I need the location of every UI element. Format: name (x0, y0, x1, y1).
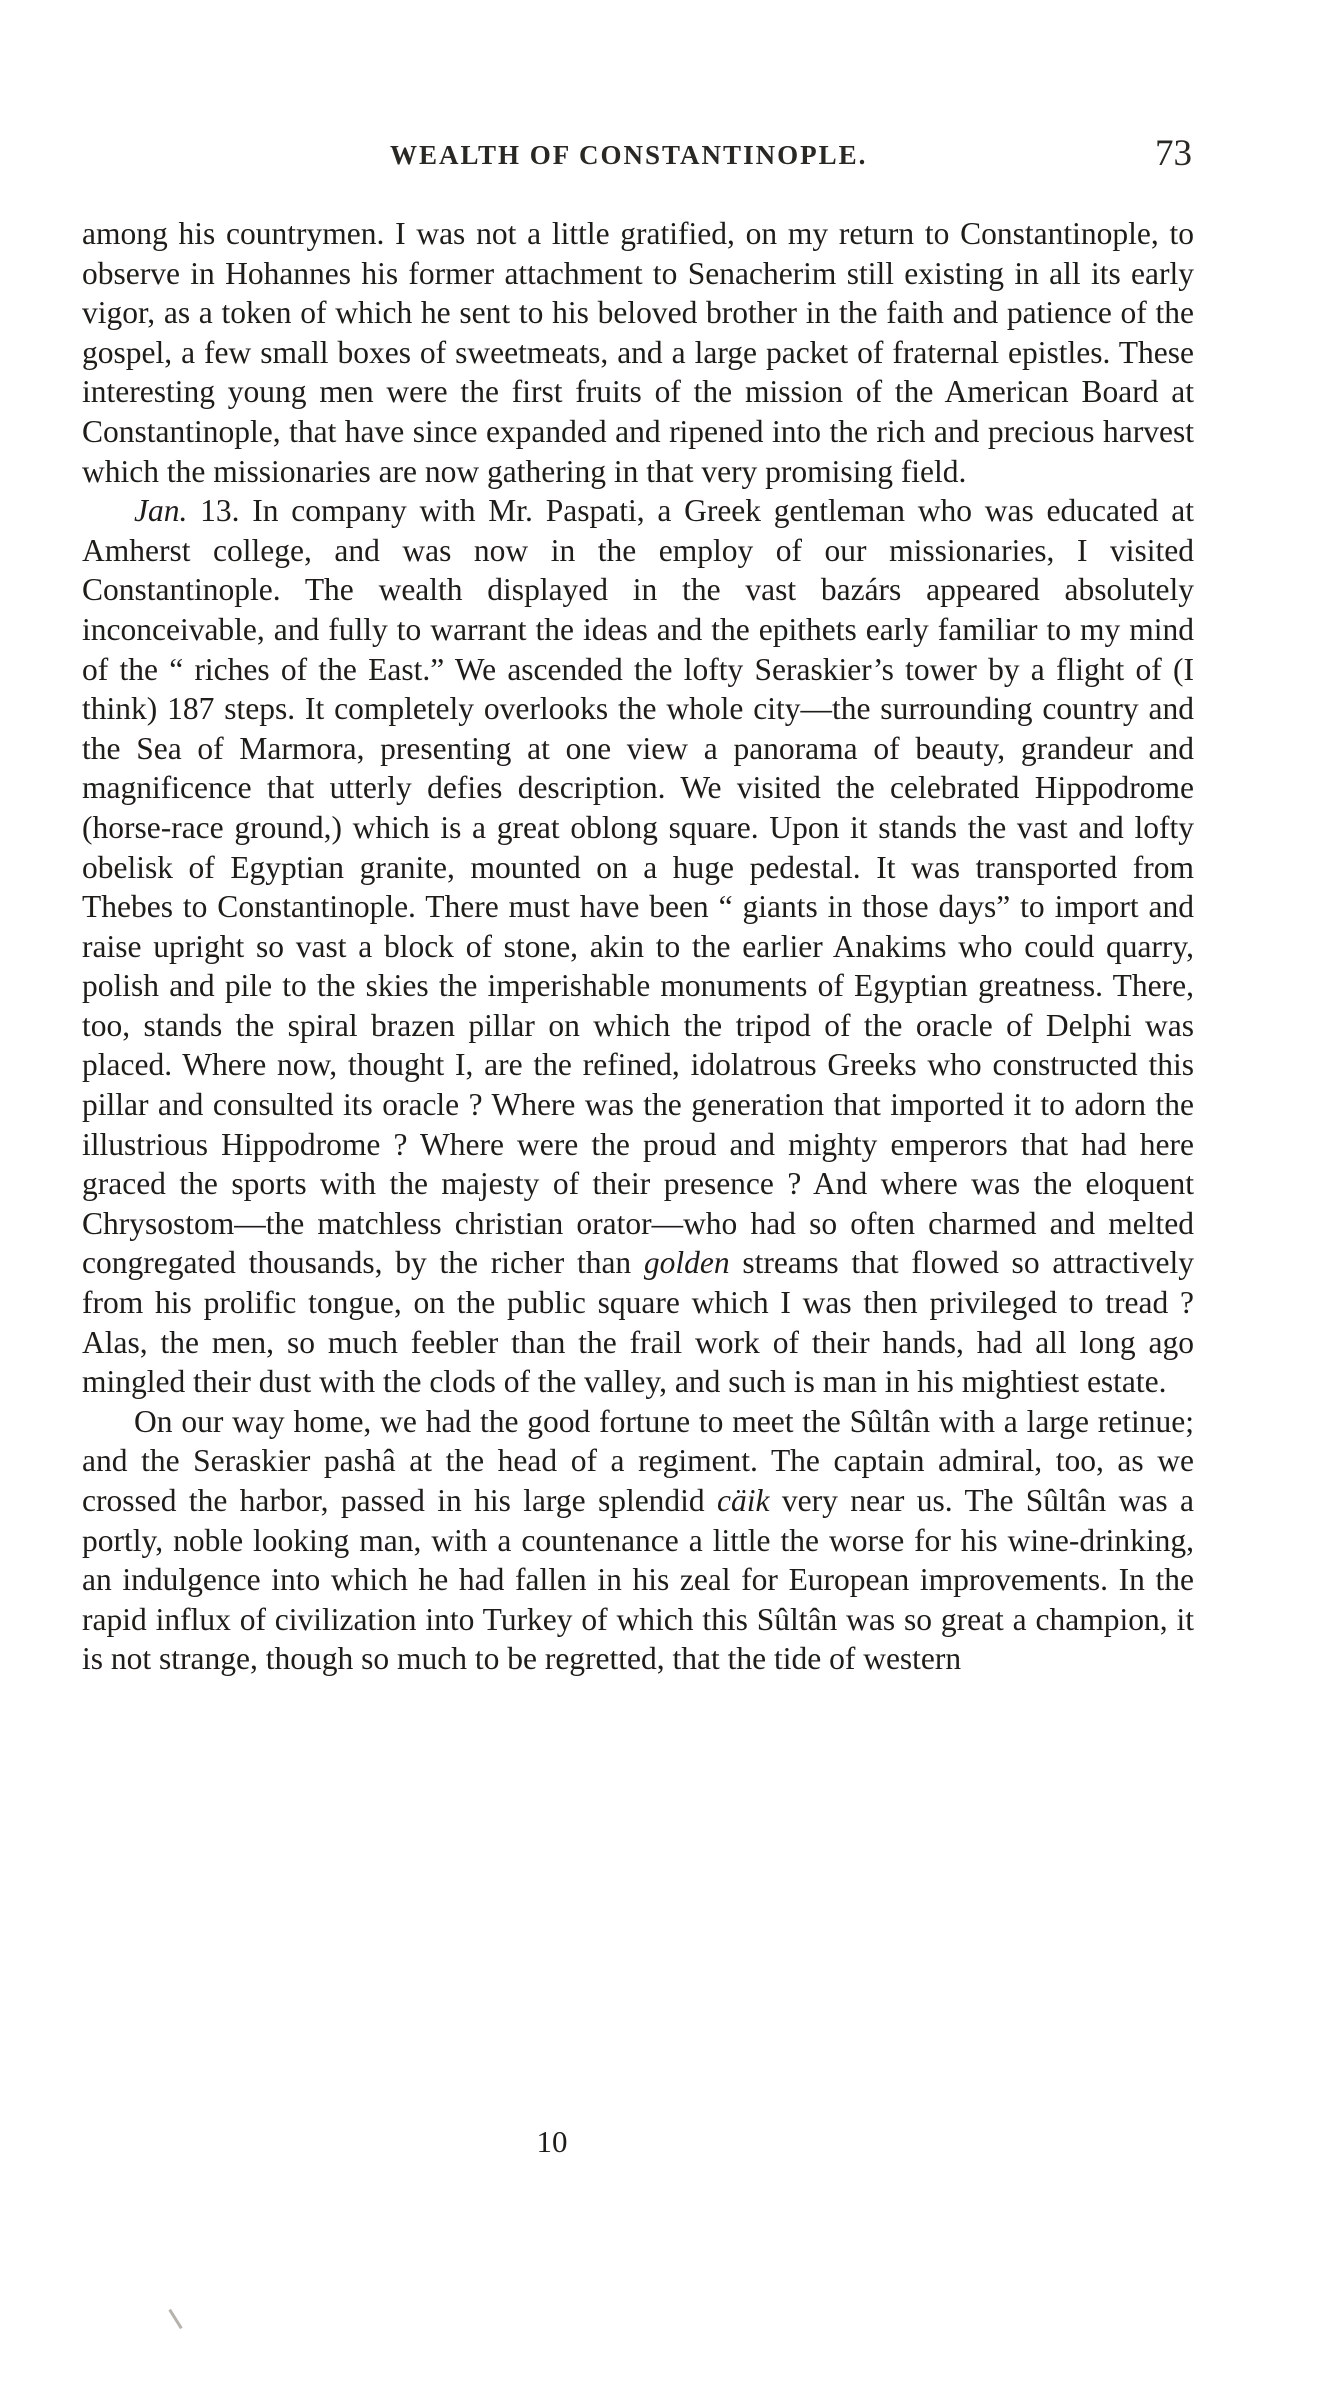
paragraph-3-text: On our way home, we had the good fortune to meet the Sûltân with a large retinue; and the Seraskier pashâ at the head of a regiment. The captain admiral, too, as we crossed the harbor, passed in his large splendid (82, 1403, 1194, 1518)
paragraph-1-text: among his countrymen. I was not a little gratified, on my return to Constantinople, to observe in Hohannes his former attachment to Senacherim still existing in all its early vigor, as a token of which he sent to his beloved brother in the faith and patience of the gospel, a few small boxes of sweetmeats, and a large packet of fraternal epistles. These interesting young men were the first fruits of the mission of the American Board at Constantinople, that have since expanded and ripened into the rich and precious harvest which the missionaries are now gathering in that very promising field. (82, 216, 1194, 489)
paper-mark (168, 2309, 182, 2329)
body-text (82, 214, 1194, 1679)
caik-word: cäik (717, 1483, 770, 1518)
paragraph-2-text: 13. In company with Mr. Paspati, a Greek gentleman who was educated at Amherst college, and was now in the employ of our missionaries, I visited Constantinople. The wealth displayed in the vast bazárs appeared absolutely inconceivable, and fully to warrant the ideas and the epithets early familiar to my mind of the “ riches of the East.” We ascended the lofty Seraskier’s tower by a flight of (I think) 187 steps. It completely overlooks the whole city—the surrounding country and the Sea of Marmora, presenting at one view a panorama of beauty, grandeur and magnificence that utterly defies description. We visited the celebrated Hippodrome (horse-race ground,) which is a great oblong square. Upon it stands the vast and lofty obelisk of Egyptian granite, mounted on a huge pedestal. It was transported from Thebes to Constantinople. There must have been “ giants in those days” to import and raise upright so vast a block of stone, akin to the earlier Anakims who could quarry, polish and pile to the skies the imperishable monuments of Egyptian greatness. There, too, stands the spiral brazen pillar on which the tripod of the oracle of Delphi was placed. Where now, thought I, are the refined, idolatrous Greeks who constructed this pillar and consulted its oracle ? Where was the generation that imported it to adorn the illustrious Hippodrome ? Where were the proud and mighty emperors that had here graced the sports with the majesty of their presence ? And where was the eloquent Chrysostom—the matchless christian orator—who had so often charmed and melted congregated thousands, by the richer than (82, 493, 1194, 1281)
running-title: WEALTH OF CONSTANTINOPLE. (390, 140, 868, 170)
paragraph-2-end: streams that flowed so attractively from his prolific tongue, on the public square which I was then privileged to tread ? Alas, the men, so much feebler than the frail work of their hands, had all long ago mingled their dust with the clods of the valley, and such is man in his mightiest estate. (82, 1245, 1194, 1400)
paragraph-3-end: very near us. The Sûltân was a portly, noble looking man, with a countenance a little the worse for his wine-drinking, an indulgence into which he had fallen in his zeal for European improvements. In the rapid influx of civilization into Turkey of which this Sûltân was so great a champion, it is not strange, though so much to be regretted, that the tide of western (82, 1483, 1194, 1677)
page-header (82, 120, 1194, 180)
date-label: Jan. (134, 493, 188, 529)
paragraph-1 (82, 214, 1194, 491)
golden-word: golden (643, 1245, 730, 1281)
paragraph-2 (82, 491, 1194, 1402)
page-number: 73 (1155, 133, 1192, 174)
signature-mark: 10 (536, 2124, 568, 2159)
paragraph-3 (82, 1402, 1194, 1679)
book-page (82, 120, 1194, 2159)
